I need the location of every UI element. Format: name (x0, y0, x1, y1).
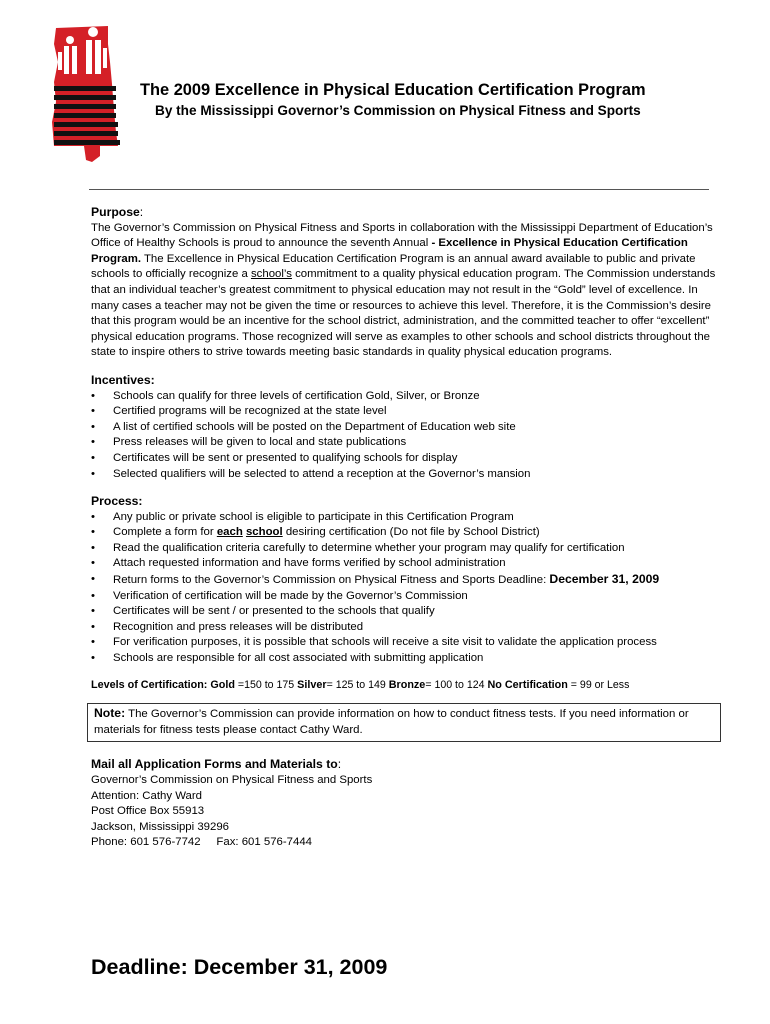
incentives-heading: Incentives: (91, 372, 155, 387)
process-section (91, 494, 716, 667)
purpose-heading: Purpose: (91, 205, 144, 219)
list-item: • Schools are responsible for all cost associated with submitting application (91, 651, 716, 667)
list-item: • Any public or private school is eligible to participate in this Certification Program (91, 510, 716, 526)
process-list (91, 510, 716, 667)
commission-logo (48, 22, 132, 168)
list-item: • Recognition and press releases will be distributed (91, 620, 716, 636)
note-box: Note: The Governor’s Commission can provide information on how to conduct fitness tests. If you need information or materials for fitness tests please contact Cathy Ward. (87, 703, 721, 742)
mail-heading: Mail all Application Forms and Materials to: (91, 757, 342, 772)
list-item: • For verification purposes, it is possible that schools will receive a site visit to validate the application process (91, 635, 716, 651)
list-item: • Schools can qualify for three levels of certification Gold, Silver, or Bronze (91, 389, 716, 405)
purpose-text: The Governor’s Commission on Physical Fitness and Sports in collaboration with the Mississippi Department of Education’s Office of Healthy Schools is proud to announce the seventh Annual - Excellence in Physical Education Certification Program. The Excellence in Physical Education Certification Program is an annual award available to public and private schools to officially recognize a school’s commitment to a quality physical education program. The Commission understands that an individual teacher’s greatest commitment to physical education may not result in the “Gold” level of excellence. In many cases a teacher may not be given the time or resources to achieve this level. Therefore, it is the Commission’s desire that this program would be an incentive for the school district, administration, and the committed teacher to offer “excellent” physical education programs. Those recognized will serve as examples to other schools and school districts throughout the state to inspire others to strive towards meeting basic standards in quality physical education programs. (91, 221, 716, 359)
list-item: • A list of certified schools will be posted on the Department of Education web site (91, 420, 716, 436)
list-item: • Press releases will be given to local and state publications (91, 435, 716, 451)
purpose-section (91, 205, 716, 361)
list-item: • Verification of certification will be made by the Governor’s Commission (91, 589, 716, 605)
list-item: • Read the qualification criteria carefully to determine whether your program may qualify for certification (91, 541, 716, 557)
divider (89, 189, 709, 190)
certification-levels: Levels of Certification: Gold =150 to 175 Silver= 125 to 149 Bronze= 100 to 124 No Certification = 99 or Less (91, 678, 630, 691)
list-item: • Certified programs will be recognized at the state level (91, 404, 716, 420)
incentives-list (91, 389, 716, 483)
list-item: • Certificates will be sent or presented to qualifying schools for display (91, 451, 716, 467)
document-body (91, 205, 716, 851)
list-item: • Certificates will be sent / or presented to the schools that qualify (91, 604, 716, 620)
deadline-footer: Deadline: December 31, 2009 (91, 955, 388, 979)
mailing-section (91, 757, 716, 851)
list-item: • Selected qualifiers will be selected to attend a reception at the Governor’s mansion (91, 467, 716, 483)
document-subtitle: By the Mississippi Governor’s Commission on Physical Fitness and Sports (155, 103, 641, 118)
incentives-section (91, 373, 716, 482)
document-title: The 2009 Excellence in Physical Education Certification Program (140, 81, 646, 99)
phone-fax-line: Phone: 601 576-7742 Fax: 601 576-7444 (91, 836, 313, 849)
process-heading: Process: (91, 494, 143, 509)
address-line: Attention: Cathy Ward (91, 789, 203, 802)
list-item: • Return forms to the Governor’s Commission on Physical Fitness and Sports Deadline: December 31, 2009 (91, 572, 716, 589)
list-item: • Attach requested information and have forms verified by school administration (91, 556, 716, 572)
address-line: Post Office Box 55913 (91, 805, 205, 818)
address-line: Jackson, Mississippi 39296 (91, 820, 230, 833)
list-item: • Complete a form for each school desiring certification (Do not file by School District) (91, 525, 716, 541)
address-line: Governor’s Commission on Physical Fitness and Sports (91, 774, 373, 786)
